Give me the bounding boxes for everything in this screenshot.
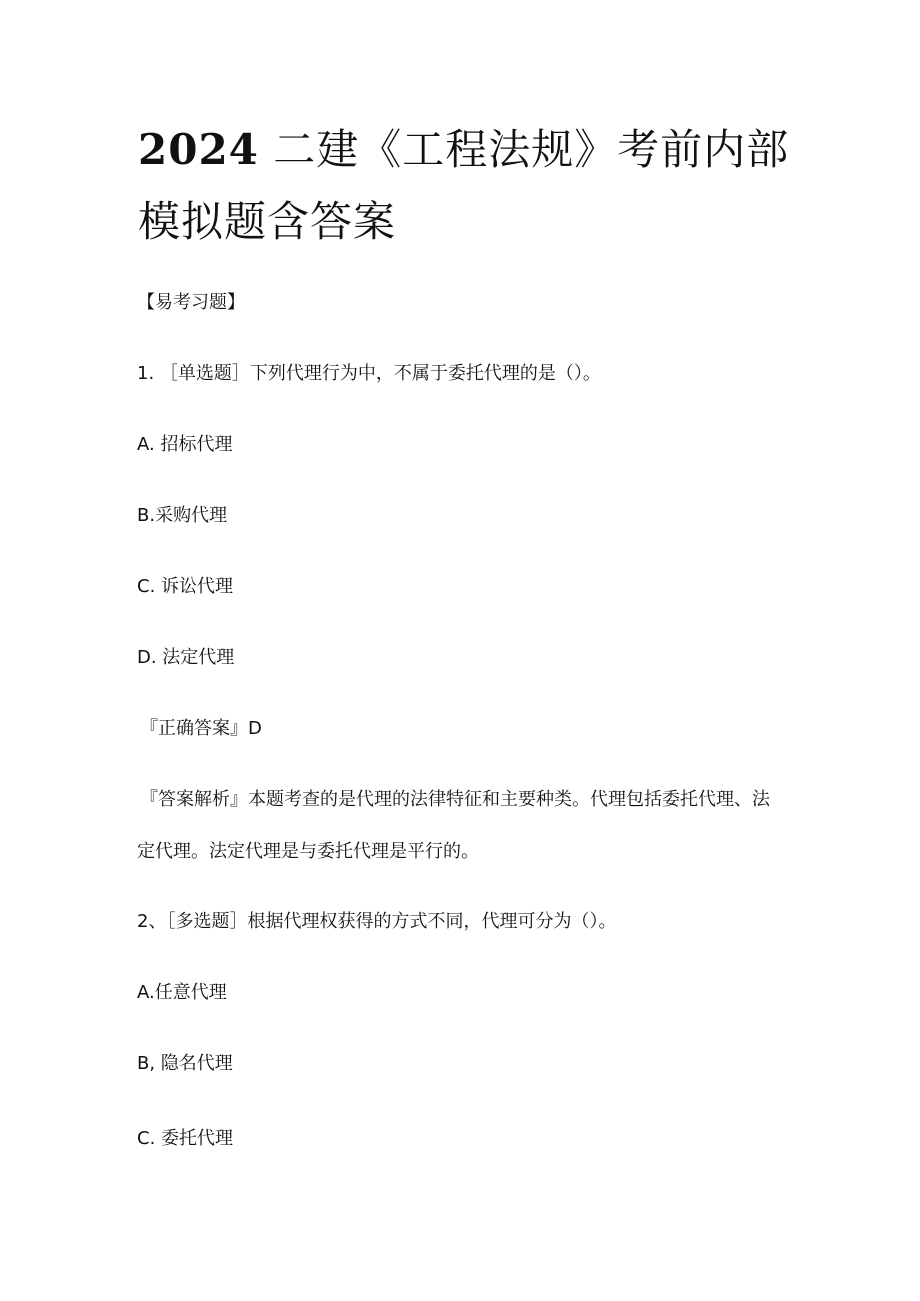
question-2-stem: 2、［多选题］根据代理权获得的方式不同，代理可分为（）。	[137, 911, 617, 932]
question-2-option-b: B, 隐名代理	[137, 1053, 233, 1074]
question-1-answer: 『正确答案』D	[140, 718, 262, 739]
question-1-option-c: C. 诉讼代理	[137, 576, 234, 597]
question-1-option-b: B.采购代理	[137, 505, 228, 526]
question-2-option-a: A.任意代理	[137, 982, 227, 1003]
title-text: 二建《工程法规》考前内部模拟题含答案	[138, 125, 790, 246]
question-1-analysis: 『答案解析』本题考查的是代理的法律特征和主要种类。代理包括委托代理、法定代理。法定代理是与委托代理是平行的。	[137, 789, 770, 862]
question-1-stem: 1. ［单选题］下列代理行为中，不属于委托代理的是（）。	[137, 363, 601, 384]
section-label: 【易考习题】	[137, 292, 245, 313]
document-title	[138, 114, 798, 258]
question-1-option-d: D. 法定代理	[137, 647, 235, 668]
title-year: 2024	[138, 125, 259, 174]
question-1-option-a: A. 招标代理	[137, 434, 233, 455]
question-2-option-c: C. 委托代理	[137, 1128, 234, 1149]
